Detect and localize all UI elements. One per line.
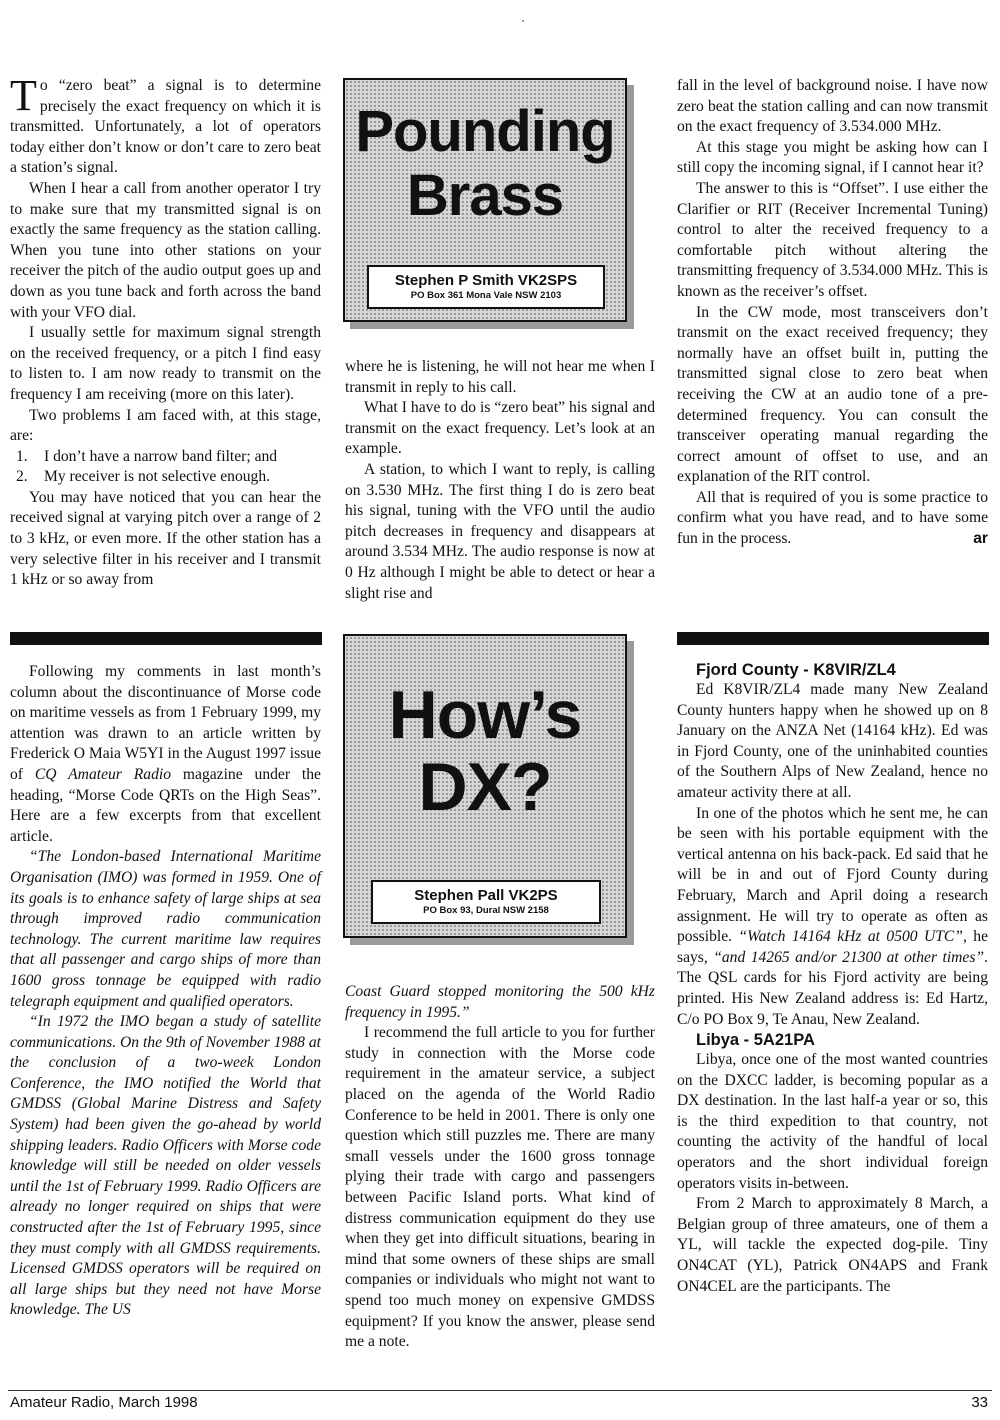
paragraph: When I hear a call from another operator I try to make sure that my transmitted signal is on exactly the same frequency as the station calling. When you tune into other stations on your receiver the pitch of the audio output goes up and down as you tune back and forth across the band with your VFO dial. — [10, 179, 321, 321]
footer-rule — [8, 1390, 992, 1391]
column-title-line1: How’s — [388, 677, 582, 753]
paragraph: Two problems I am faced with, at this stage, are: — [10, 406, 321, 445]
quote-text: “and 14265 and/or 21300 at other times” — [713, 948, 985, 966]
paragraph — [677, 804, 988, 1031]
paragraph: I usually settle for maximum signal strength on the received frequency, or a pitch I find easy to listen to. I am now ready to transmit on the frequency I am receiving (more on this later). — [10, 324, 321, 403]
author-name: Stephen Pall VK2PS — [414, 887, 558, 904]
col2-top — [345, 357, 655, 604]
section-rule — [677, 632, 989, 645]
paragraph-text: Following my comments in last month’s column about the discontinuance of Morse code on maritime vessels as from 1 February 1999, my attention was drawn to an article written by Frederick O Maia W5YI in the August 1997 issue of — [10, 663, 321, 783]
paragraph-text: All that is required of you is some practice to confirm what you have read, and to have some fun in the process. — [677, 488, 988, 548]
author-address: PO Box 93, Dural NSW 2158 — [423, 905, 549, 916]
col1-top — [10, 71, 321, 591]
section-rule — [10, 632, 322, 645]
paragraph — [10, 71, 321, 179]
author-address: PO Box 361 Mona Vale NSW 2103 — [410, 290, 562, 301]
col2-bottom — [345, 982, 655, 1353]
list-text: I don’t have a narrow band filter; and — [44, 447, 278, 465]
paragraph: In the CW mode, most transceivers don’t transmit on the exact received frequency; they normally have an offset built in, putting the transmitted signal close to zero beat when receiving the CW at an audio tone of a pre-determined frequency. You can consult the transceiver operating manual regarding the correct amount of offset to use, and an explanation of the RIT control. — [677, 303, 988, 486]
column-title-box — [343, 78, 627, 322]
column-title-box — [343, 634, 627, 938]
paragraph — [10, 662, 321, 847]
column-title-line1: Pounding — [355, 99, 615, 164]
quote-paragraph: “The London-based International Maritime Organisation (IMO) was formed in 1959. One of its goals is to enhance safety of large ships at sea through improved radio communication technology. The current maritime law requires that all passenger and cargo ships of more than 1600 gross tonnage be equipped with radio telegraph equipment and qualified operators. — [10, 848, 321, 1010]
drop-cap: T — [10, 71, 37, 120]
section-heading: Fjord County - K8VIR/ZL4 — [696, 661, 896, 679]
col3-bottom — [677, 660, 988, 1297]
quote-paragraph: Coast Guard stopped monitoring the 500 kHz frequency in 1995.” — [345, 983, 655, 1021]
paragraph-text: o “zero beat” a signal is to determine precisely the exact frequency on which it is transmitted. Unfortunately, a lot of operators today either don’t know or don’t care to zero beat a station’s signal. — [10, 77, 321, 177]
column-title-line2: Brass — [406, 163, 564, 228]
footer-publication: Amateur Radio, March 1998 — [10, 1394, 198, 1411]
paragraph: You may have noticed that you can hear the received signal at varying pitch over a range of 2 to 3 kHz, or even more. If the other station has a very selective filter in his receiver and I transmit 1 kHz or so away from — [10, 488, 321, 589]
sign-off: ar — [973, 530, 988, 548]
paragraph: From 2 March to approximately 8 March, a Belgian group of three amateurs, one of them a YL, will tackle the expected dog-pile. Tiny ON4CAT (YL), Patrick ON4APS and Frank ON4CEL are the participants. The — [677, 1195, 988, 1295]
paragraph: A station, to which I want to reply, is calling on 3.530 MHz. The first thing I do is zero beat his signal, tuning with the VFO until the audio pitch decreases in frequency and disappears at around 3.534 MHz. The audio response is now at 0 Hz although I might be able to detect or hear a slight rise and — [345, 460, 655, 602]
author-box — [371, 880, 601, 924]
paragraph — [677, 488, 988, 550]
paragraph: where he is listening, he will not hear me when I transmit in reply to his call. — [345, 358, 655, 396]
list-item — [10, 447, 321, 468]
col1-bottom — [10, 662, 321, 1321]
paragraph: The answer to this is “Offset”. I use either the Clarifier or RIT (Receiver Incremental Tuning) control to alter the received frequency to a comfortable pitch without altering the transmitting frequency of 3.534.000 MHz. This is known as the receiver’s offset. — [677, 179, 988, 300]
quote-paragraph: “In 1972 the IMO began a study of satellite communications. On the 9th of November 1988 at the conclusion of a two-week London Conference, the IMO notified the World that GMDSS (Global Marine Distress and Safety System) had been given the go-ahead by world shipping leaders. Radio Officers with Morse code knowledge will still be needed on older vessels until the 1st of February 1999. Radio Officers are already no longer required on ships that were constructed after the 1st of February 1995, since they must comply with all GMDSS requirements. Licensed GMDSS operators will be required on all large ships but they need not have Morse knowledge. The US — [10, 1013, 321, 1319]
scan-mark — [522, 20, 524, 22]
author-name: Stephen P Smith VK2SPS — [394, 272, 578, 289]
paragraph: fall in the level of background noise. I have now zero beat the station calling and can now transmit on the exact frequency of 3.534.000 MHz. — [677, 77, 988, 136]
paragraph-text: , he says, — [677, 928, 988, 966]
paragraph-text: magazine under the heading, “Morse Code QRTs on the High Seas”. Here are a few excerpts from that excellent article. — [10, 765, 321, 845]
paragraph: Ed K8VIR/ZL4 made many New Zealand County hunters happy when he showed up on 8 January on the ANZA Net (14164 kHz). Ed was in Fjord County, one of the uninhabited counties of the Southern Alps of New Zealand, hence no amateur activity there at all. — [677, 681, 988, 801]
paragraph: At this stage you might be asking how can I still copy the incoming signal, if I cannot hear it? — [677, 138, 988, 177]
paragraph-text: . The QSL cards for his Fjord activity are being printed. His New Zealand address is: Ed Hartz, C/o PO Box 9, Te Anau, New Zealand. — [677, 948, 988, 1028]
list-text: My receiver is not selective enough. — [44, 468, 271, 486]
magazine-title: CQ Amateur Radio — [34, 765, 172, 783]
paragraph: I recommend the full article to you for further study in connection with the Morse code requirement in the amateur service, a subject placed on the agenda of the World Radio Conference to be held in 2001. There is only one question which still puzzles me. There are many small vessels under the 1600 gross tonnage plying their trade with cargo and passengers between Pacific Island ports. What kind of distress communication equipment do they use when they get into difficult situations, bearing in mind that some owners of these ships are small companies or individuals who might not want to spend too much money on expensive GMDSS equipment? If you know the answer, please send me a note. — [345, 1024, 655, 1351]
quote-text: “Watch 14164 kHz at 0500 UTC” — [738, 928, 963, 946]
section-heading: Libya - 5A21PA — [696, 1031, 815, 1050]
page-number: 33 — [971, 1394, 988, 1411]
list-item — [10, 467, 321, 488]
paragraph-text: In one of the photos which he sent me, he can be seen with his portable equipment with the vertical antenna on his back-pack. Ed said that he will be in and out of Fjord County during February, March and April doing a research assignment. He will try to operate as often as possible. — [677, 804, 988, 946]
list-number: 2. — [16, 468, 28, 486]
paragraph: Libya, once one of the most wanted countries on the DXCC ladder, is becoming popular as a DX destination. In the last half-a year or so, this is the third expedition to that country, not counting the activity of the handful of local operators and the short individual foreign operators visits in-between. — [677, 1051, 988, 1192]
col3-top — [677, 76, 988, 550]
list-number: 1. — [16, 447, 28, 465]
paragraph: What I have to do is “zero beat” his signal and transmit on the exact frequency. Let’s look at an example. — [345, 399, 655, 458]
author-box — [367, 265, 605, 309]
column-title-line2: DX? — [418, 749, 552, 825]
